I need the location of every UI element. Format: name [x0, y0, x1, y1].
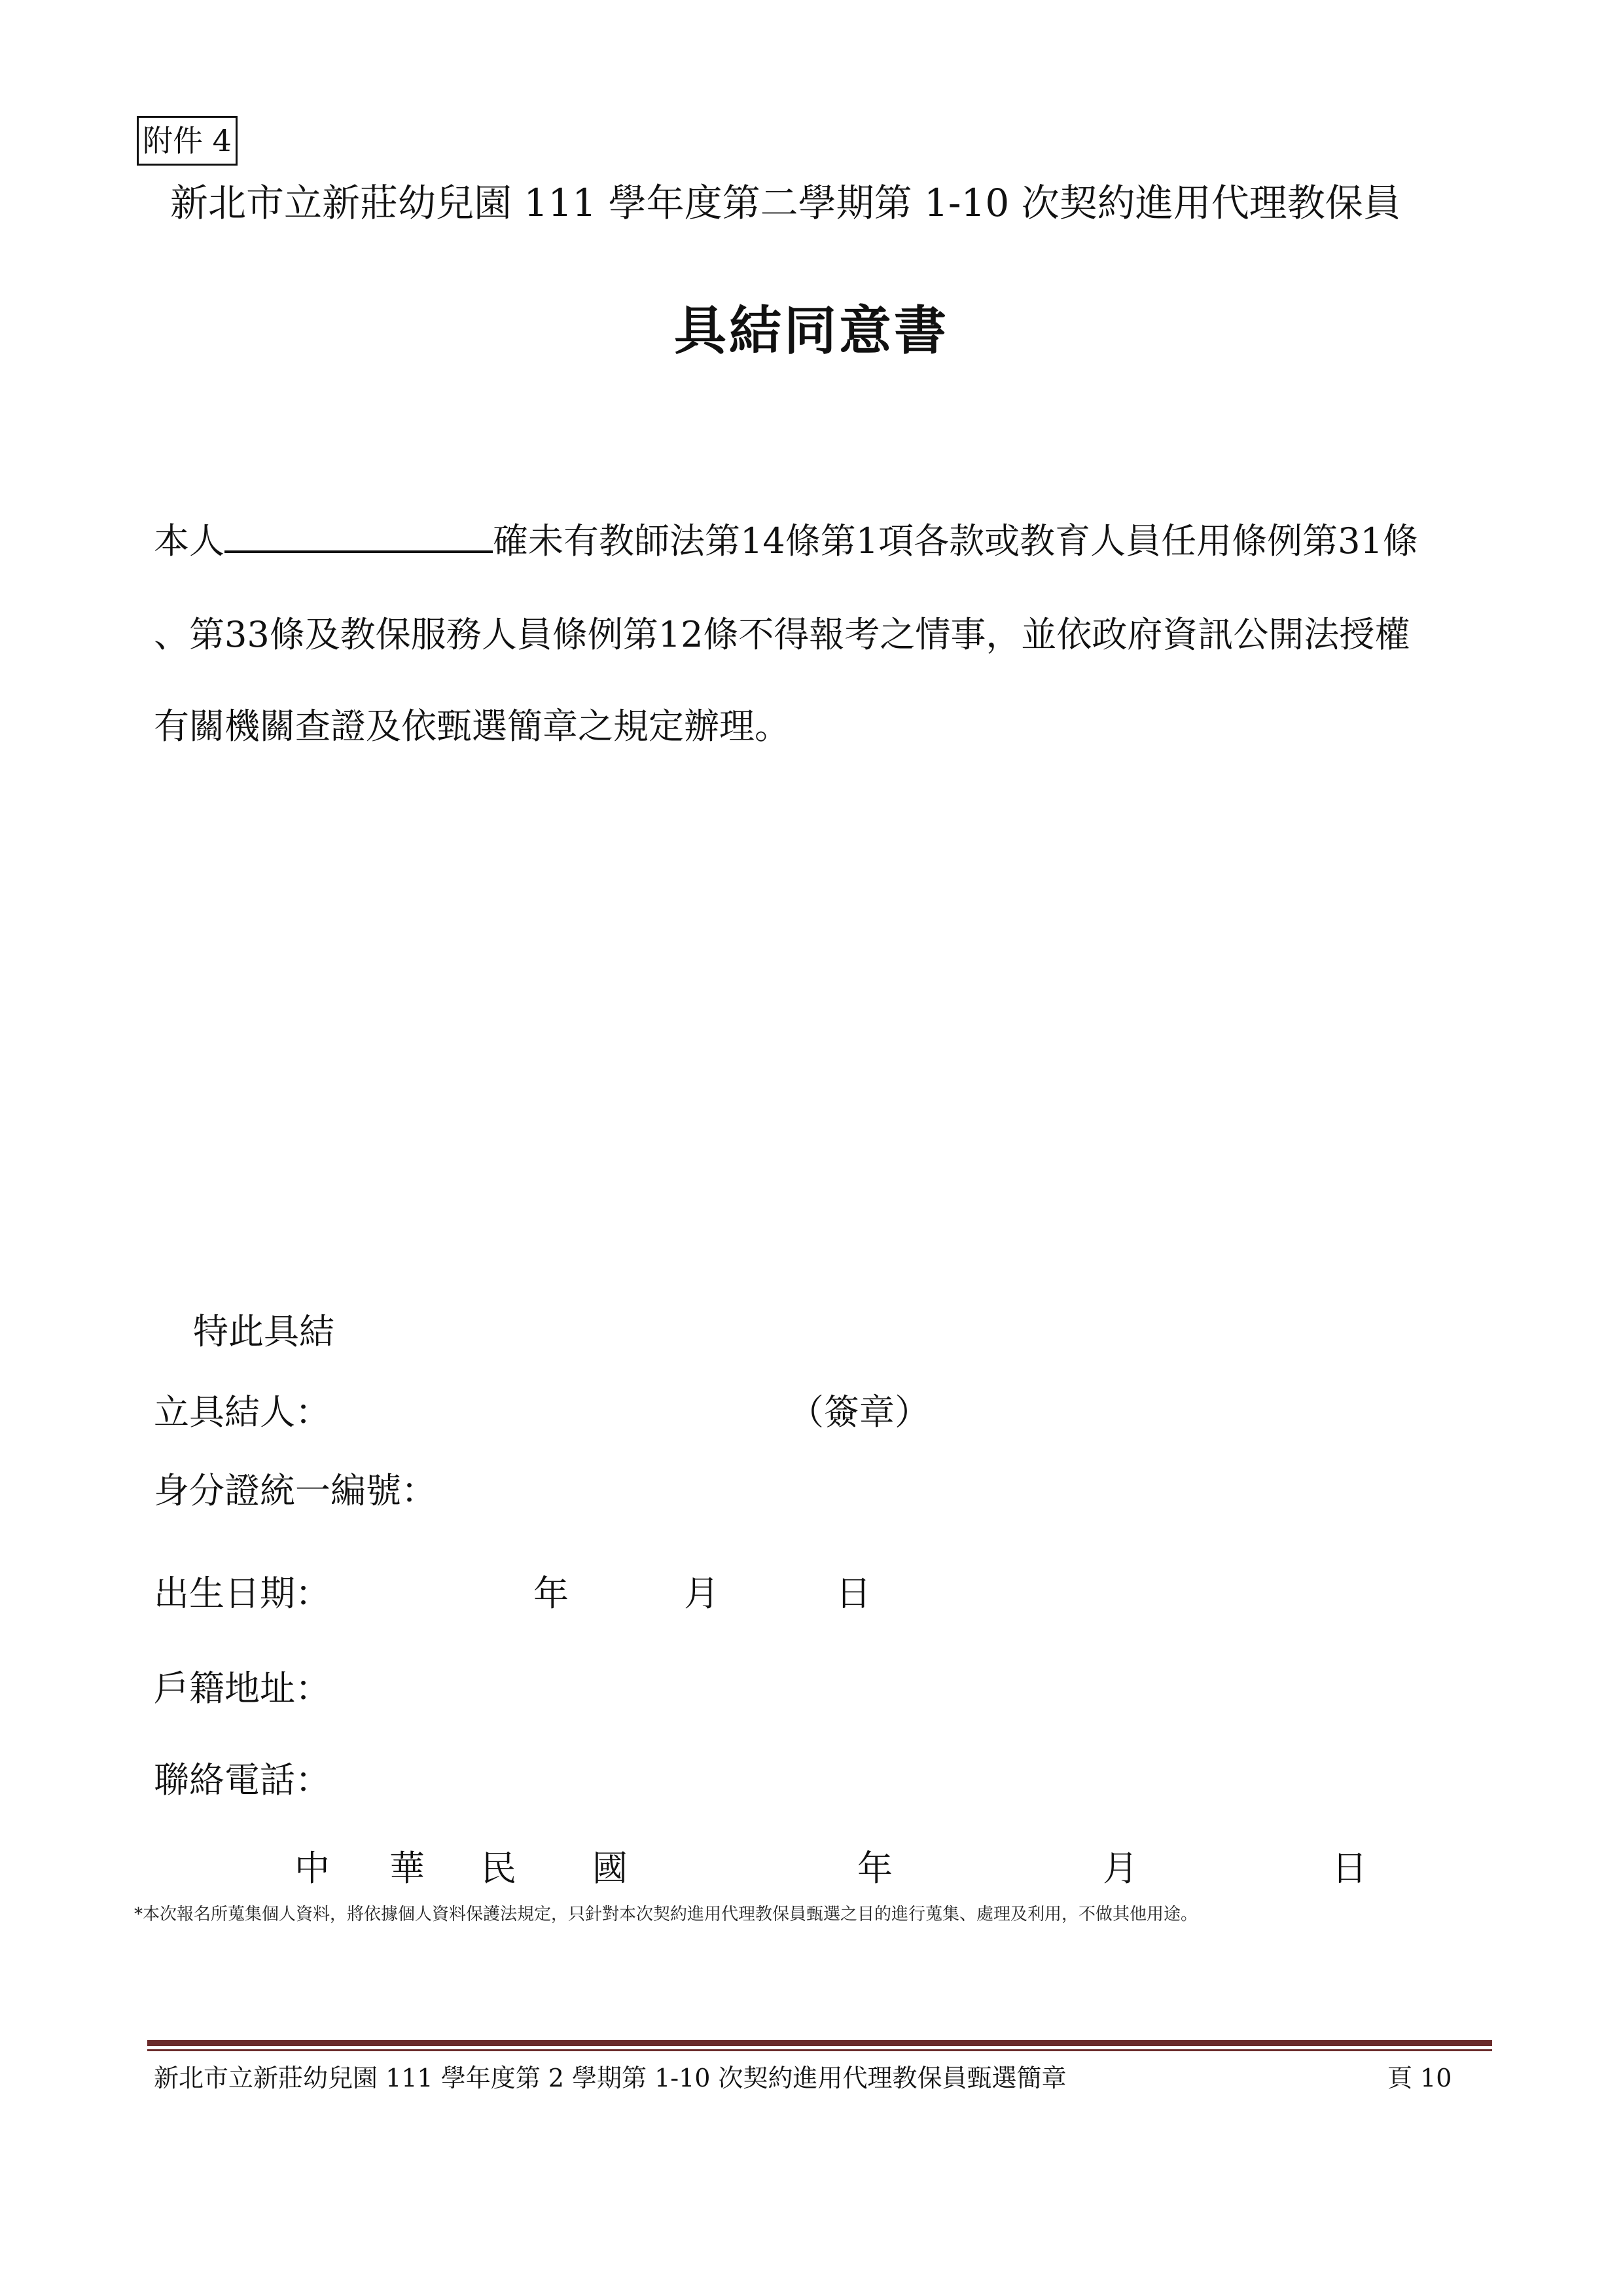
footer-text: 新北市立新莊幼兒園 111 學年度第 2 學期第 1-10 次契約進用代理教保員甄選簡章	[154, 2064, 1067, 2092]
id-number-label: 身分證統一編號：	[154, 1470, 437, 1511]
declaration-text: 特此具結	[193, 1311, 334, 1352]
body-line-2: 、第33條及教保服務人員條例第12條不得報考之情事，並依政府資訊公開法授權	[154, 614, 1410, 655]
document-heading: 新北市立新莊幼兒園 111 學年度第二學期第 1-10 次契約進用代理教保員	[170, 181, 1401, 225]
birth-date-label: 出生日期：	[154, 1573, 330, 1614]
privacy-note: *本次報名所蒐集個人資料，將依據個人資料保護法規定，只針對本次契約進用代理教保員甄選之目的進行蒐集、處理及利用，不做其他用途。	[134, 1905, 1198, 1924]
roc-year-unit: 年	[857, 1848, 893, 1889]
signature-note: （簽章）	[789, 1391, 930, 1433]
birth-month-unit: 月	[684, 1573, 719, 1614]
footer-rule-thin	[147, 2049, 1492, 2051]
birth-day-unit: 日	[836, 1573, 871, 1614]
body-line-3: 有關機關查證及依甄選簡章之規定辦理。	[154, 706, 790, 747]
roc-char-2: 華	[389, 1848, 425, 1889]
body-line-1	[154, 507, 1489, 571]
roc-char-1: 中	[294, 1848, 330, 1889]
roc-month-unit: 月	[1103, 1848, 1138, 1889]
document-title: 具結同意書	[674, 300, 949, 361]
roc-day-unit: 日	[1332, 1848, 1367, 1889]
name-blank-line	[224, 507, 493, 553]
roc-char-3: 民	[481, 1848, 516, 1889]
attachment-label: 附件 4	[137, 116, 238, 166]
phone-label: 聯絡電話：	[154, 1759, 330, 1801]
declarant-label: 立具結人：	[154, 1391, 330, 1433]
footer-rule-thick	[147, 2040, 1492, 2046]
body-line-1-suffix: 確未有教師法第14條第1項各款或教育人員任用條例第31條	[493, 520, 1418, 562]
body-line-1-prefix: 本人	[154, 520, 224, 562]
birth-year-unit: 年	[533, 1573, 569, 1614]
footer-page-number: 頁 10	[1387, 2064, 1452, 2092]
address-label: 戶籍地址：	[154, 1668, 330, 1709]
roc-char-4: 國	[592, 1848, 628, 1889]
